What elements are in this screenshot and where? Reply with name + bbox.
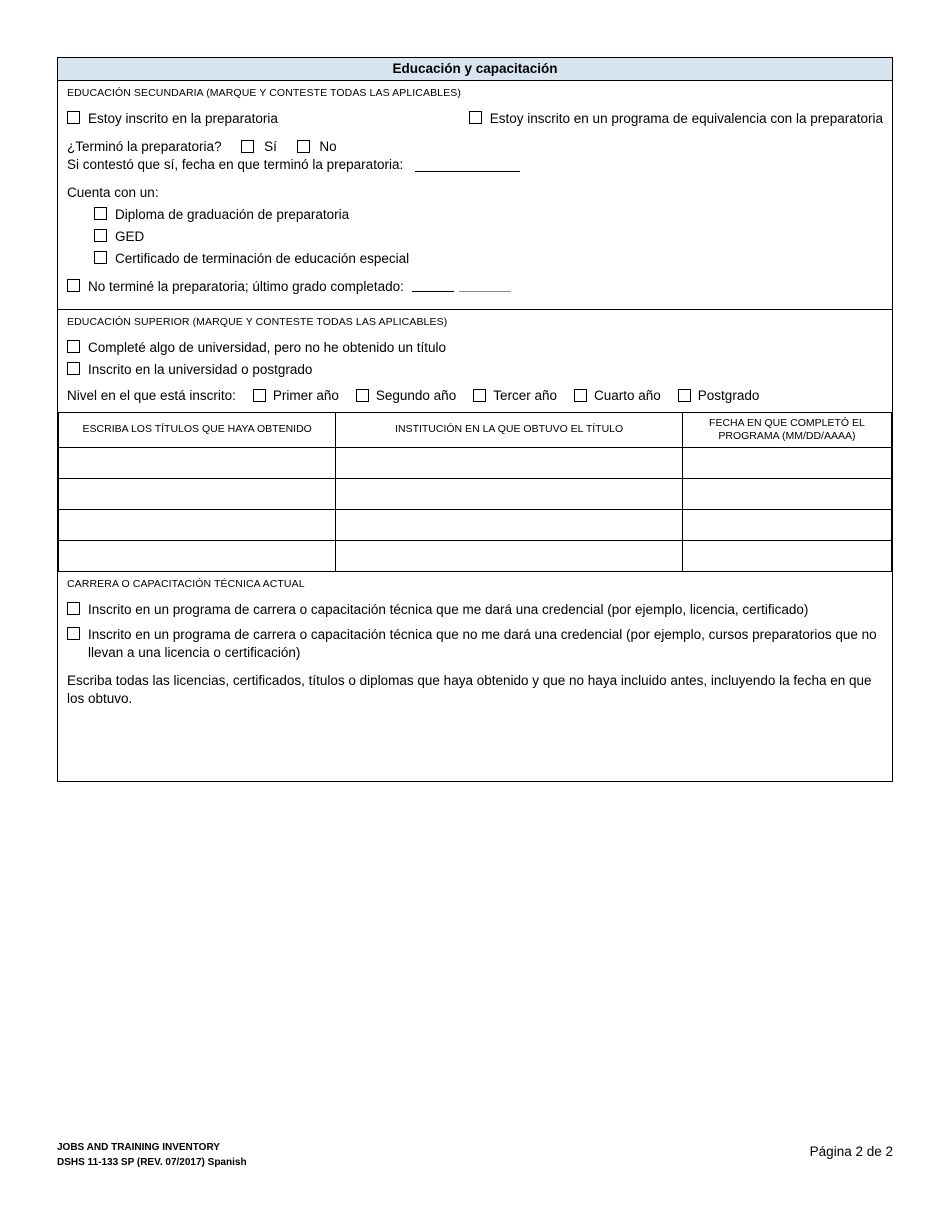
page-footer [57,1141,893,1170]
ged-label: GED [115,228,145,244]
last-grade-field-2[interactable] [459,278,511,292]
degree-institution-cell[interactable] [336,541,683,572]
level-year1-option [253,388,339,403]
higher-section-heading: EDUCACIÓN SUPERIOR (MARQUE Y CONTESTE TODAS LAS APLICABLES) [67,316,448,329]
section-technical-training [58,572,892,782]
enrollment-level-row [67,388,883,403]
footer-form-number: DSHS 11-133 SP (REV. 07/2017) Spanish [57,1156,247,1168]
enrolled-equivalency-checkbox[interactable] [469,111,482,124]
licenses-write-area[interactable] [67,708,883,782]
ged-option [94,228,883,246]
some-college-checkbox[interactable] [67,340,80,353]
level-year3-checkbox[interactable] [473,389,486,402]
degree-institution-cell[interactable] [336,510,683,541]
degree-institution-cell[interactable] [336,448,683,479]
enrolled-equivalency-option [469,110,883,128]
finish-date-label: Si contestó que sí, fecha en que terminó la preparatoria: [67,156,404,172]
not-finished-label: No terminé la preparatoria; último grado completado: [88,279,404,295]
diploma-checkbox[interactable] [94,207,107,220]
degrees-col-header-titles: ESCRIBA LOS TÍTULOS QUE HAYA OBTENIDO [59,412,336,447]
finished-yes-checkbox[interactable] [241,140,254,153]
level-year2-option [356,388,456,403]
not-finished-option [67,278,883,296]
secondary-section-heading: EDUCACIÓN SECUNDARIA (MARQUE Y CONTESTE TODAS LAS APLICABLES) [67,87,461,99]
diploma-option [94,206,883,224]
level-year4-option [574,388,661,403]
finished-no-checkbox[interactable] [297,140,310,153]
credential-options [94,206,883,267]
level-postgrad-checkbox[interactable] [678,389,691,402]
level-year3-option [473,388,557,403]
footer-page-number: Página 2 de 2 [809,1144,893,1159]
degree-date-cell[interactable] [682,510,891,541]
finished-hs-question-row [67,139,883,154]
enrolled-equivalency-label: Estoy inscrito en un programa de equivalencia con la preparatoria [489,111,883,126]
degree-date-cell[interactable] [682,479,891,510]
degree-title-cell[interactable] [59,541,336,572]
without-credential-checkbox[interactable] [67,627,80,640]
finished-no-label: No [319,138,337,154]
finished-hs-question: ¿Terminó la preparatoria? [67,138,222,154]
degree-date-cell[interactable] [682,448,891,479]
degrees-col-header-institution: INSTITUCIÓN EN LA QUE OBTUVO EL TÍTULO [336,412,683,447]
ged-checkbox[interactable] [94,229,107,242]
level-label: Nivel en el que está inscrito: [67,387,236,403]
finish-date-field[interactable] [415,158,520,172]
with-credential-option [67,601,883,619]
enrolled-hs-option [67,110,278,128]
last-grade-field[interactable] [412,278,454,292]
licenses-prompt: Escriba todas las licencias, certificados, títulos o diplomas que haya obtenido y que no haya incluido antes, incluyendo la fecha en que los obtuvo. [67,673,872,707]
enrolled-hs-label: Estoy inscrito en la preparatoria [88,111,278,126]
not-finished-checkbox[interactable] [67,279,80,292]
level-year4-label: Cuarto año [594,387,661,403]
has-credential-label: Cuenta con un: [67,185,159,201]
degree-title-cell[interactable] [59,510,336,541]
section-higher-education [58,310,892,412]
degrees-table [58,412,892,572]
level-year3-label: Tercer año [493,387,557,403]
table-row [59,541,892,572]
finished-yes-label: Sí [264,138,277,154]
degree-date-cell[interactable] [682,541,891,572]
without-credential-label: Inscrito en un programa de carrera o capacitación técnica que no me dará una credencial (por ejemplo, cursos preparatorios que no llevan a una licencia o certificación) [88,626,877,660]
enrolled-college-label: Inscrito en la universidad o postgrado [88,361,313,377]
level-year4-checkbox[interactable] [574,389,587,402]
section-secondary-education [58,81,892,310]
with-credential-label: Inscrito en un programa de carrera o capacitación técnica que me dará una credencial (por ejemplo, licencia, certificado) [88,602,809,618]
technical-section-heading: CARRERA O CAPACITACIÓN TÉCNICA ACTUAL [67,578,305,591]
degree-institution-cell[interactable] [336,479,683,510]
without-credential-option [67,626,883,662]
level-year2-checkbox[interactable] [356,389,369,402]
special-ed-cert-label: Certificado de terminación de educación especial [115,250,410,266]
special-ed-cert-checkbox[interactable] [94,251,107,264]
enrolled-hs-checkbox[interactable] [67,111,80,124]
table-row [59,448,892,479]
finish-date-row [67,156,883,174]
some-college-option [67,339,883,357]
form-title: Educación y capacitación [58,58,892,81]
degrees-col-header-date: FECHA EN QUE COMPLETÓ EL PROGRAMA (MM/DD/AAAA) [682,412,891,447]
footer-form-name: JOBS AND TRAINING INVENTORY [57,1142,220,1153]
table-row [59,479,892,510]
enrollment-row [67,106,883,132]
some-college-label: Completé algo de universidad, pero no he obtenido un título [88,340,447,356]
degree-title-cell[interactable] [59,448,336,479]
diploma-label: Diploma de graduación de preparatoria [115,206,350,222]
level-postgrad-label: Postgrado [697,387,760,403]
with-credential-checkbox[interactable] [67,602,80,615]
level-year1-checkbox[interactable] [253,389,266,402]
enrolled-college-option [67,361,883,379]
enrolled-college-checkbox[interactable] [67,362,80,375]
level-year2-label: Segundo año [375,387,457,403]
level-year1-label: Primer año [272,387,339,403]
footer-form-info [57,1141,247,1170]
level-postgrad-option [678,388,760,403]
degree-title-cell[interactable] [59,479,336,510]
education-training-form [57,57,893,782]
table-row [59,510,892,541]
special-ed-cert-option [94,250,883,268]
degrees-table-header-row [59,412,892,447]
